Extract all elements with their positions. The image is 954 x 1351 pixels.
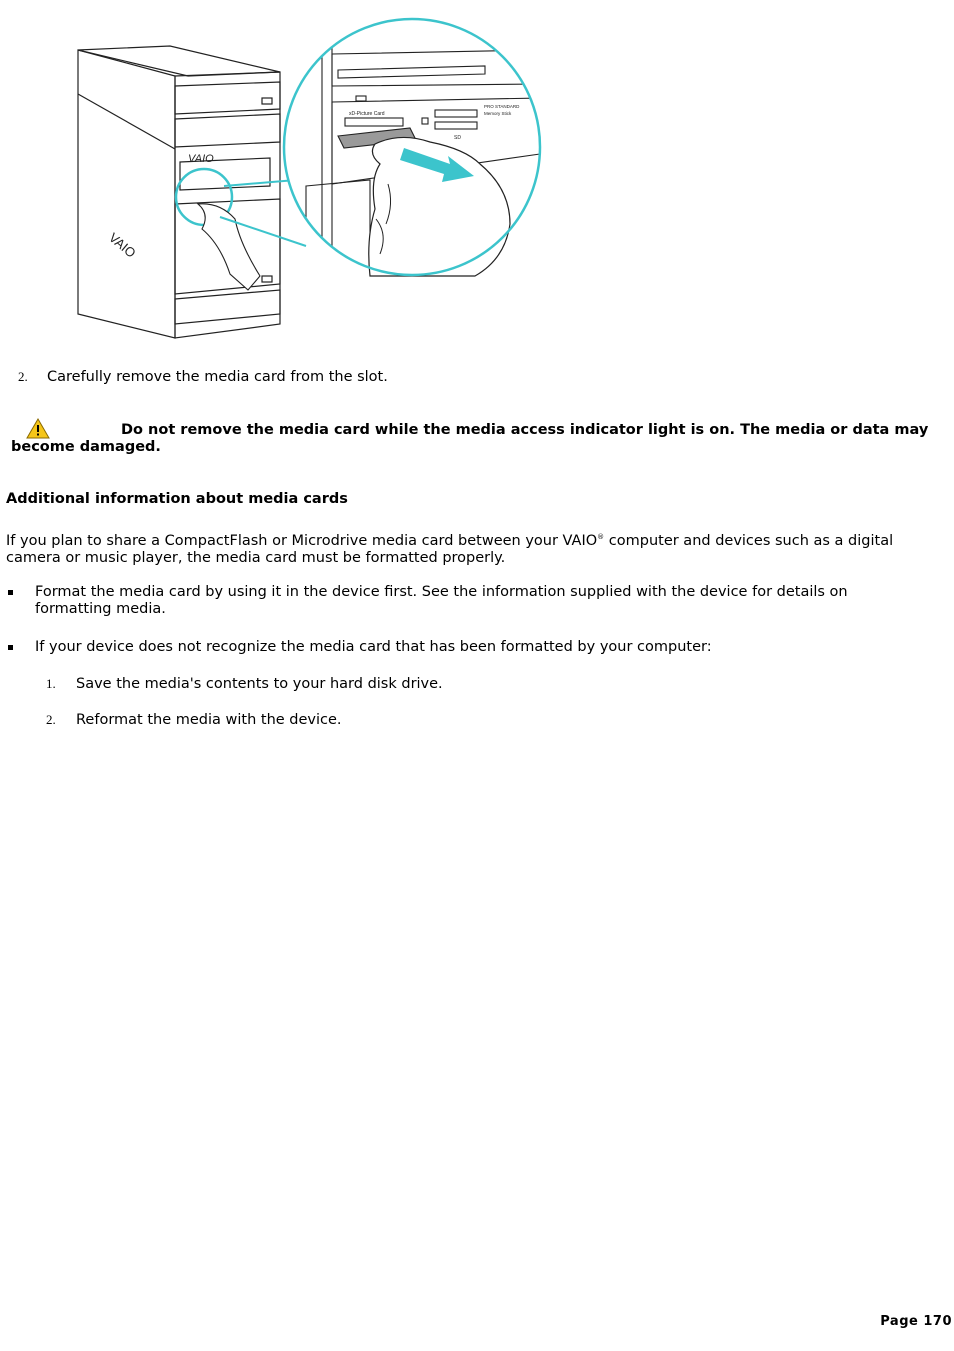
page-number: Page 170 [880, 1314, 952, 1329]
sub-step-number: 2. [46, 712, 56, 727]
computer-illustration [70, 14, 550, 340]
svg-text:SD: SD [454, 135, 461, 141]
tower-top-face [78, 46, 280, 76]
step-number: 2. [18, 369, 28, 384]
vaio-logo-side: VAIO [106, 229, 139, 261]
svg-text:Memory Stick: Memory Stick [484, 111, 512, 116]
svg-text:xD-Picture Card: xD-Picture Card [349, 111, 385, 117]
section-heading: Additional information about media cards [6, 491, 348, 507]
intro-text-a: If you plan to share a CompactFlash or Microdrive media card between your VAIO [6, 532, 598, 549]
svg-text:PRO STANDARD: PRO STANDARD [484, 104, 520, 109]
bullet-text-line1: If your device does not recognize the media card that has been formatted by your computer: [35, 639, 712, 655]
registered-mark: ® [597, 533, 605, 541]
intro-text-line2: camera or music player, the media card must be formatted properly. [6, 549, 506, 566]
bullet-item [35, 639, 935, 656]
sub-step-text: Reformat the media with the device. [76, 712, 342, 728]
bullet-text-line1: Format the media card by using it in the device first. See the information supplied with the device for details on [35, 584, 848, 600]
vaio-logo-front: VAIO [188, 153, 214, 165]
bullet-marker [8, 590, 13, 595]
bullet-item [35, 584, 935, 618]
bullet-marker [8, 645, 13, 650]
bullet-text-line2: formatting media. [35, 601, 166, 617]
sub-step-text: Save the media's contents to your hard disk drive. [76, 676, 443, 692]
intro-text-b: computer and devices such as a digital [604, 532, 894, 549]
sub-step-number: 1. [46, 676, 56, 691]
warning-icon [26, 418, 50, 439]
caution-text-line1: Do not remove the media card while the media access indicator light is on. The media or data may [121, 422, 929, 438]
step-text: Carefully remove the media card from the slot. [47, 369, 388, 385]
tower-side-face [78, 50, 175, 338]
hand-small [198, 204, 260, 290]
intro-paragraph [6, 529, 946, 567]
caution-text-line2: become damaged. [11, 439, 161, 455]
